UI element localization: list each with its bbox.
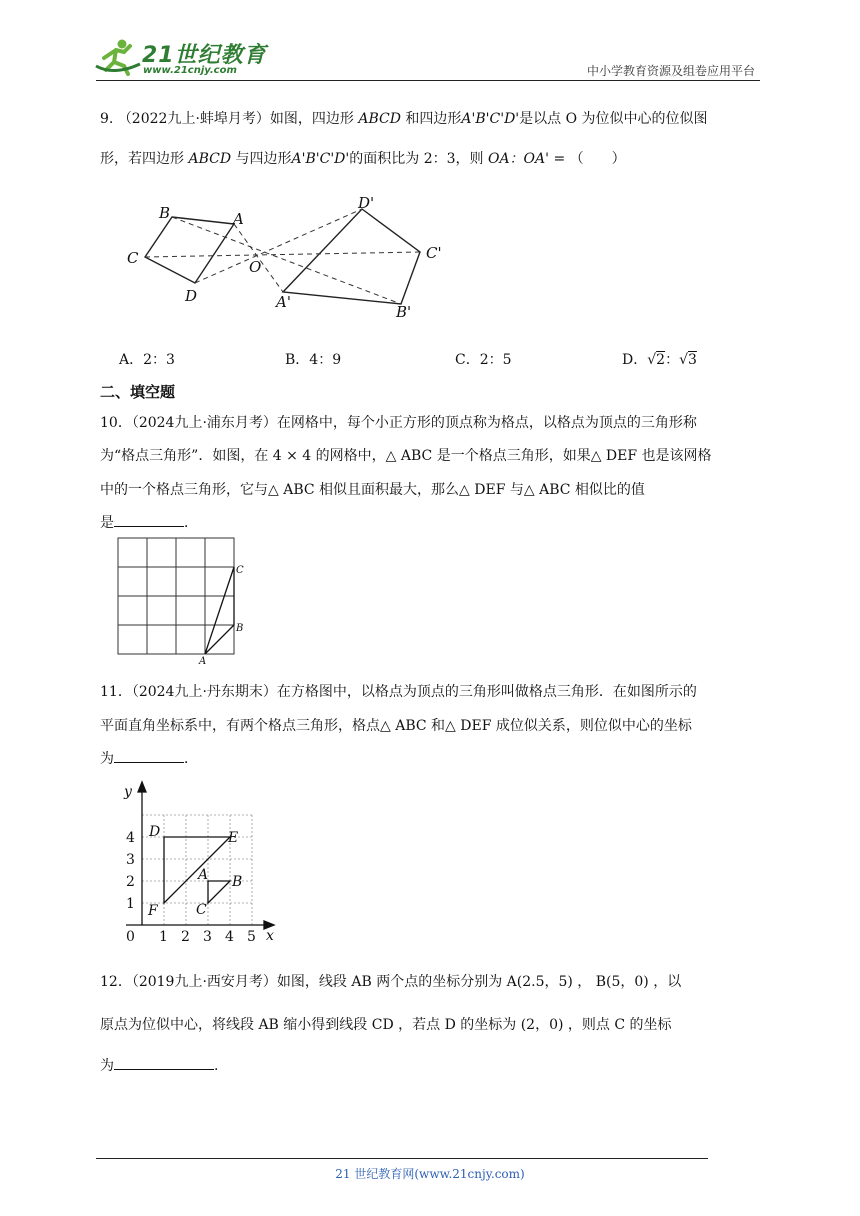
q9-line1: 9. （2022九上·蚌埠月考）如图，四边形 ABCD 和四边形A'B'C'D'是以点 O 为位似中心的位似图 [100,111,708,127]
x-tick-4: 4 [225,929,234,945]
label-D: D [185,287,198,305]
triangle-abc [205,567,234,654]
label-B-prime: B' [396,303,412,321]
section-title: 二、填空题 [100,383,176,401]
logo-text: 21世纪教育 [142,43,267,68]
point-B: B [232,874,243,890]
label-A-prime: A' [276,293,291,311]
q10-grid-figure [112,532,257,670]
label-O: O [249,258,262,276]
x-tick-5: 5 [247,929,256,945]
y-tick-4: 4 [126,830,135,846]
label-B: B [159,204,171,222]
q11-coordinate-figure [112,778,280,946]
q12-line2: 原点为位似中心，将线段 AB 缩小得到线段 CD ，若点 D 的坐标为 (2，0) ，则点 C 的坐标 [100,1017,672,1033]
q9-option-d[interactable]: D．√2：√3 [622,352,697,368]
label-A: A [233,210,244,228]
x-tick-1: 1 [159,929,168,945]
origin-label: 0 [126,929,135,945]
q12-line3: 为 . [100,1055,218,1075]
quad-abcd-prime [283,209,420,304]
y-tick-3: 3 [126,852,135,868]
y-tick-1: 1 [126,896,135,912]
y-axis-arrow-icon [138,782,146,792]
footer-rule [96,1158,708,1159]
q10-line4: 是 ． [100,512,198,532]
y-tick-2: 2 [126,874,135,890]
q11-line3: 为 ． [100,748,198,768]
point-D: D [149,824,161,840]
q10-line1: 10．（2024九上·浦东月考）在网格中，每个小正方形的顶点称为格点，以格点为顶点的三角形称 [100,415,697,431]
label-C: C [236,565,244,576]
header-rule [96,80,760,81]
platform-name: 中小学教育资源及组卷应用平台 [586,64,755,78]
point-C: C [196,902,207,918]
x-axis-label: x [266,928,274,944]
label-A: A [199,656,207,667]
triangle-abc [208,881,230,903]
label-D-prime: D' [358,194,375,212]
q9-option-c[interactable]: C．2：5 [455,352,512,368]
q11-answer-blank[interactable] [114,748,184,763]
q9-option-b[interactable]: B．4：9 [285,352,342,368]
q10-line3: 中的一个格点三角形，它与△ ABC 相似且面积最大，那么△ DEF 与△ ABC 相似比的值 [100,482,645,498]
logo-url: www.21cnjy.com [143,65,237,76]
grid-4x4 [118,538,234,654]
footer-text[interactable]: 21 世纪教育网(www.21cnjy.com) [335,1167,525,1181]
q11-line2: 平面直角坐标系中，有两个格点三角形，格点△ ABC 和△ DEF 成位似关系，则位似中心的坐标 [100,718,692,734]
q10-line2: 为“格点三角形”．如图，在 4 × 4 的网格中，△ ABC 是一个格点三角形，如果△ DEF 也是该网格 [100,448,712,464]
q12-line1: 12．（2019九上·西安月考）如图，线段 AB 两个点的坐标分别为 A(2.5，5) ， B(5，0) ，以 [100,974,682,990]
q10-answer-blank[interactable] [114,512,184,527]
quad-abcd [145,217,234,283]
point-A: A [198,867,209,883]
point-E: E [228,830,239,846]
q9-figure [118,190,458,322]
triangle-def [164,837,230,903]
q9-option-a[interactable]: A．2：3 [119,352,175,368]
x-tick-2: 2 [181,929,190,945]
y-axis-label: y [124,784,132,800]
q9-number: 9. [100,111,114,127]
q12-answer-blank[interactable] [114,1055,214,1070]
label-B: B [236,623,244,634]
x-tick-3: 3 [203,929,212,945]
label-C: C [127,249,139,267]
label-C-prime: C' [426,244,442,262]
q9-source: （2022九上·蚌埠月考） [117,111,270,127]
q11-line1: 11．（2024九上·丹东期末）在方格图中，以格点为顶点的三角形叫做格点三角形．在如图所示的 [100,684,697,700]
point-F: F [148,903,158,919]
q9-line2: 形，若四边形 ABCD 与四边形A'B'C'D'的面积比为 2：3，则 OA：OA' = （ ） [100,151,626,167]
